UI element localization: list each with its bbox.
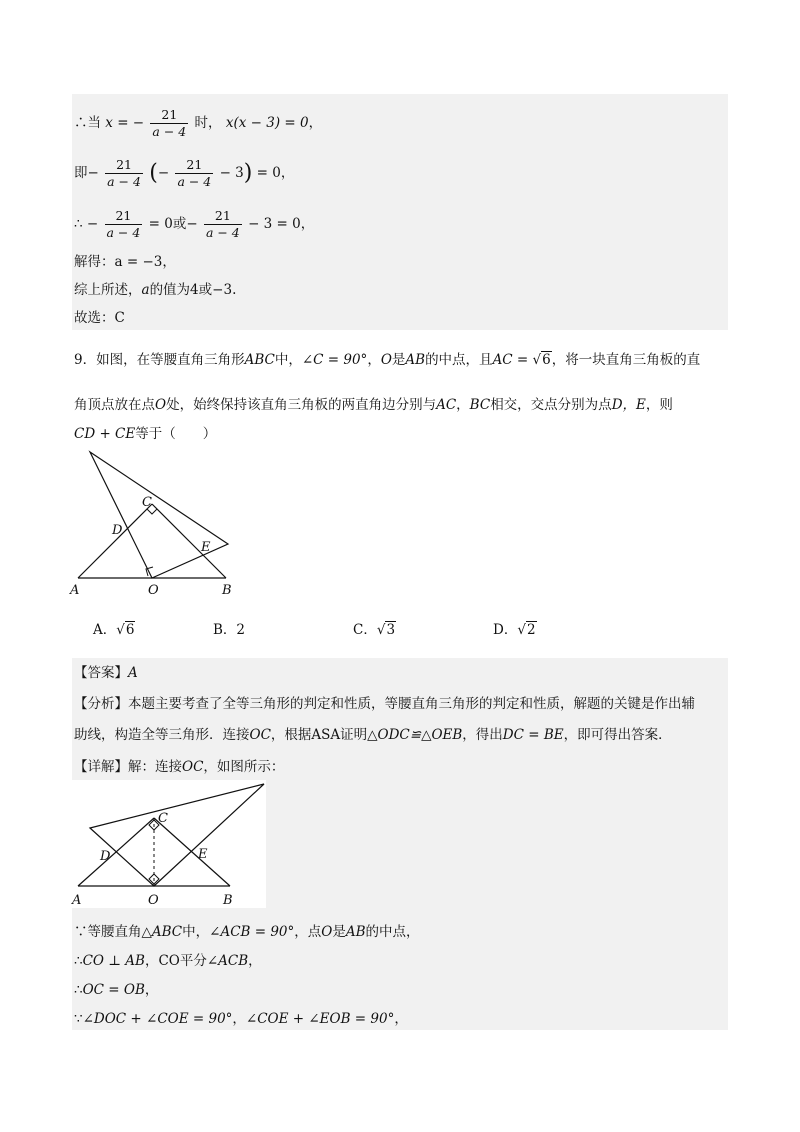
label-A: A bbox=[70, 583, 80, 598]
segment-CB bbox=[152, 504, 226, 578]
step-line-1: ∵等腰直角△ABC中，∠ACB = 90°，点O是AB的中点， bbox=[74, 924, 420, 940]
question-number: 9． bbox=[74, 352, 97, 368]
question-figure bbox=[68, 448, 248, 600]
label-B: B bbox=[222, 583, 232, 598]
fraction: $\frac{21}{a - 4}$ bbox=[106, 208, 141, 240]
answer-line: 【答案】A bbox=[74, 665, 138, 681]
prev-sol-line-1: ∴当 x = − $\frac{21}{a - 4}$ 时， x(x − 3) = 0， bbox=[74, 107, 323, 139]
solution-figure bbox=[70, 780, 266, 908]
option-a[interactable]: A．√6 bbox=[93, 622, 135, 638]
analysis-line-1: 【分析】本题主要考查了全等三角形的判定和性质，等腰直角三角形的判定和性质，解题的关键是作出辅 bbox=[74, 696, 695, 712]
right-angle-mark-O bbox=[146, 567, 153, 576]
fraction: $\frac{21}{a - 4}$ bbox=[205, 208, 240, 240]
step-line-2: ∴CO ⊥ AB，CO平分∠ACB， bbox=[74, 953, 262, 969]
detail-tag: 【详解】 bbox=[74, 759, 128, 775]
prev-sol-line-4: 解得：a = −3， bbox=[74, 254, 176, 270]
sqrt-6: √6 bbox=[532, 352, 551, 368]
option-d[interactable]: D．√2 bbox=[493, 622, 536, 638]
set-square bbox=[90, 784, 264, 886]
label-D: D bbox=[100, 849, 111, 864]
analysis-line-2: 助线，构造全等三角形．连接OC，根据ASA证明△ODC≌△OEB，得出DC = BE，即可得出答案． bbox=[74, 727, 672, 743]
label-D: D bbox=[112, 523, 123, 538]
step-line-3: ∴OC = OB， bbox=[74, 982, 159, 998]
prev-sol-line-6: 故选：C bbox=[74, 310, 125, 326]
label-C: C bbox=[158, 811, 168, 826]
question-9-line-2: 角顶点放在点O处，始终保持该直角三角板的两直角边分别与AC，BC相交，交点分别为点D，E，则 bbox=[74, 397, 673, 413]
question-9-line-1: 9．如图，在等腰直角三角形ABC中，∠C = 90°，O是AB的中点，且AC = √6，将一块直角三角板的直 bbox=[74, 352, 701, 368]
fraction: $\frac{21}{a - 4}$ bbox=[177, 157, 212, 189]
prev-sol-line-3: ∴ − $\frac{21}{a - 4}$ = 0或− $\frac{21}{a - 4}$ − 3 = 0， bbox=[74, 208, 315, 240]
fraction: $\frac{21}{a - 4}$ bbox=[107, 157, 141, 189]
detail-line: 【详解】解：连接OC，如图所示： bbox=[74, 759, 285, 775]
option-c[interactable]: C．√3 bbox=[353, 622, 396, 638]
label-E: E bbox=[198, 847, 208, 862]
answer-tag: 【答案】 bbox=[74, 665, 128, 681]
prev-sol-line-2: 即− $\frac{21}{a - 4}$ (− $\frac{21}{a - 4}$ − 3) = 0， bbox=[74, 157, 295, 189]
question-9-line-3: CD + CE等于（ ） bbox=[74, 426, 217, 442]
segment-AC bbox=[78, 504, 152, 578]
label-E: E bbox=[201, 540, 211, 555]
label-O: O bbox=[148, 893, 159, 908]
label-A: A bbox=[72, 893, 82, 908]
label-C: C bbox=[142, 495, 152, 510]
label-B: B bbox=[223, 893, 233, 908]
step-line-4: ∵∠DOC + ∠COE = 90°，∠COE + ∠EOB = 90°， bbox=[74, 1011, 408, 1027]
option-b[interactable]: B．2 bbox=[213, 622, 246, 638]
fraction: $\frac{21}{a - 4}$ bbox=[152, 107, 187, 139]
prev-sol-line-5: 综上所述，a的值为4或−3. bbox=[74, 282, 237, 298]
label-O: O bbox=[148, 583, 159, 598]
analysis-tag: 【分析】 bbox=[74, 696, 128, 712]
